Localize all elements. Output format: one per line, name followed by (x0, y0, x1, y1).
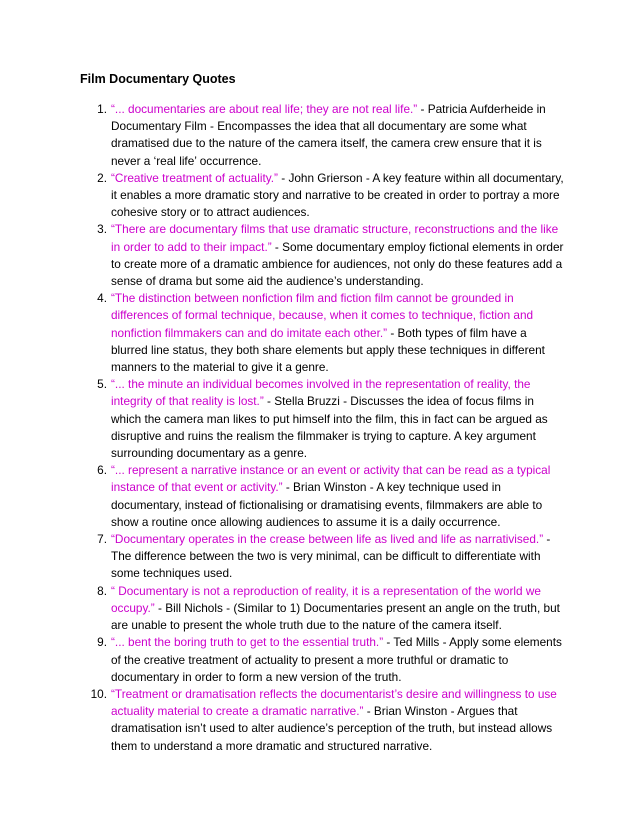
quote-description: - Bill Nichols - (Similar to 1) Documentaries present an angle on the truth, but are unable to present the whole truth due to the nature of the camera itself. (111, 600, 560, 633)
quote-number: 6. (97, 463, 107, 478)
quote-text: “... documentaries are about real life; they are not real life.” (111, 102, 418, 116)
quote-description: - Brian Winston - Argues that dramatisation isn’t used to alter audience’s perception of the truth, but instead allows them to understand a more dramatic and structured narrative. (111, 704, 553, 753)
quote-description: - The difference between the two is very minimal, can be difficult to differentiate with some techniques used. (111, 532, 551, 581)
quote-description: - Ted Mills - Apply some elements of the creative treatment of actuality to present a more truthful or dramatic to documentary in order to form a new version of the truth. (111, 635, 562, 684)
quote-description: - Brian Winston - A key technique used in documentary, instead of fictionalising or dramatising events, filmmakers are able to show a routine once allowing audiences to assume it is a daily occurrence. (111, 480, 543, 529)
quote-number: 1. (97, 102, 107, 116)
page-title: Film Documentary Quotes (80, 72, 236, 86)
quote-number: 10. (90, 686, 107, 701)
quote-description: - Patricia Aufderheide in Documentary Film - Encompasses the idea that all documentary are some what dramatised due to the nature of the camera itself, the camera crew ensure that it is never a ‘real life’ occurrence. (111, 102, 546, 168)
quote-text: “Creative treatment of actuality.” (111, 170, 278, 185)
quote-text: “Documentary operates in the crease between life as lived and life as narrativised.” (111, 532, 544, 547)
quote-text: “Treatment or dramatisation reflects the documentarist’s desire and willingness to use actuality material to create a dramatic narrative.” (111, 686, 557, 719)
quote-description: - Stella Bruzzi - Discusses the idea of focus films in which the camera man likes to put himself into the film, this in fact can be argued as disruptive and ruins the realism the filmmaker is trying to capture. A key argument surrounding documentary as a genre. (111, 394, 548, 461)
quote-item (80, 531, 565, 583)
quote-item (80, 376, 565, 462)
quote-text: “... represent a narrative instance or an event or activity that can be read as a typical instance of that event or activity.” (111, 463, 551, 495)
quote-text: “... the minute an individual becomes involved in the representation of reality, the integrity of that reality is lost.” (111, 377, 531, 409)
quote-item (80, 686, 565, 755)
quote-text: “The distinction between nonfiction film and fiction film cannot be grounded in differences of formal technique, because, when it comes to technique, fiction and nonfiction filmmakers can and do imitate each other.” (111, 291, 534, 340)
quote-text: “There are documentary films that use dramatic structure, reconstructions and the like in order to add to their impact.” (111, 222, 559, 254)
quote-text: “ Documentary is not a reproduction of reality, it is a representation of the world we occupy.” (111, 583, 541, 615)
quote-number: 8. (97, 583, 107, 598)
quote-number: 2. (97, 170, 107, 185)
quote-item (80, 290, 565, 376)
quote-item (80, 170, 565, 222)
quote-item (80, 583, 565, 635)
quote-list (80, 101, 565, 755)
quote-number: 3. (97, 222, 107, 237)
quote-number: 7. (97, 532, 107, 547)
quote-item (80, 101, 565, 170)
quote-number: 4. (97, 291, 107, 306)
quote-number: 9. (97, 635, 107, 650)
quote-description: - John Grierson - A key feature within all documentary, it enables a more dramatic story and narrative to be created in order to portray a more cohesive story or to attract audiences. (111, 170, 564, 220)
quote-text: “... bent the boring truth to get to the essential truth.” (111, 635, 384, 650)
quote-description: - Both types of film have a blurred line status, they both share elements but apply these techniques in different manners to the material to give it a genre. (111, 325, 545, 375)
quote-item (80, 462, 565, 531)
quote-item (80, 221, 565, 290)
quote-item (80, 634, 565, 686)
quote-number: 5. (97, 377, 107, 392)
quote-description: - Some documentary employ fictional elements in order to create more of a dramatic ambience for audiences, not only do these features add a sense of drama but some aid the audience’s understanding. (111, 239, 564, 289)
